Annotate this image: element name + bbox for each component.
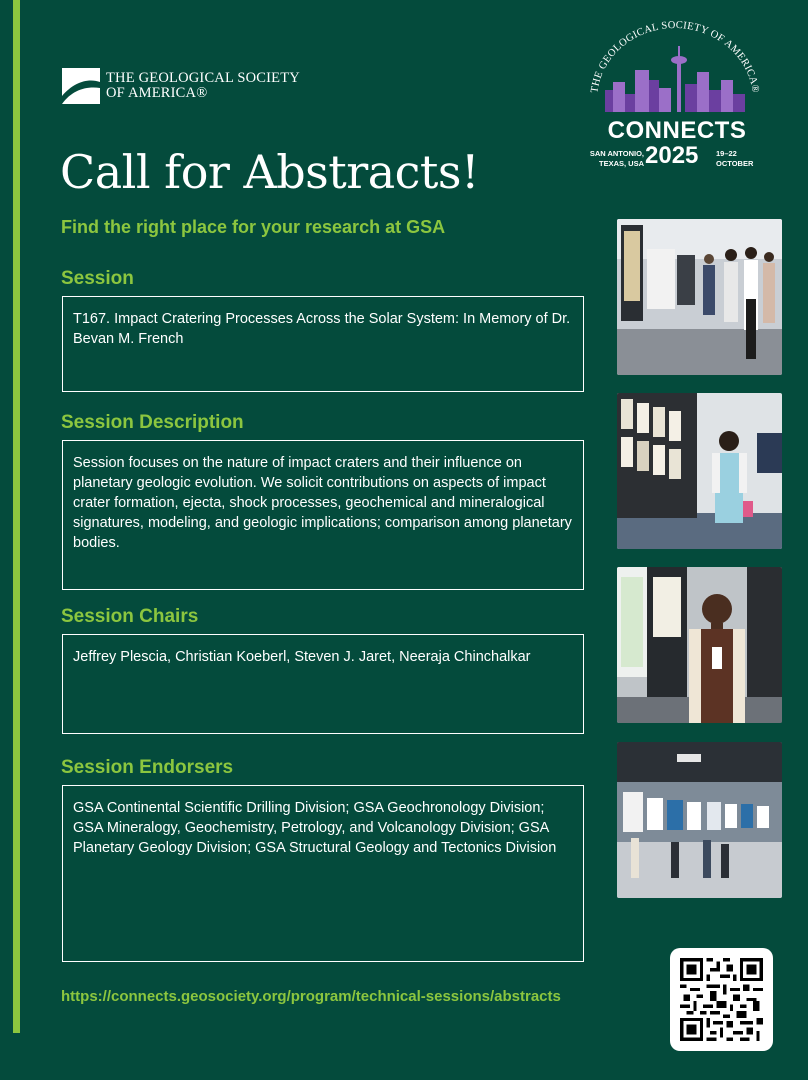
subtitle: Find the right place for your research at GSA <box>61 217 446 237</box>
connects-dates <box>716 149 753 169</box>
session-box <box>62 296 584 392</box>
connects-city <box>584 149 644 169</box>
skyline-icon <box>605 46 745 112</box>
session-description-text: Session focuses on the nature of impact craters and their influence on planetary geologic evolution. We solicit contributions on aspects of impact crater formation, ejecta, shock processes, geochemical and mineralogical signatures, modeling, and geologic implications; comparison among planetary bodies. <box>73 455 572 551</box>
presenter-portrait-photo <box>617 567 782 723</box>
abstracts-url-link[interactable]: https://connects.geosociety.org/program/technical-sessions/abstracts <box>61 988 561 1005</box>
gsa-logo <box>60 66 300 106</box>
section-label-chairs: Session Chairs <box>61 606 199 627</box>
qr-code-icon <box>680 958 763 1041</box>
section-label-description: Session Description <box>61 412 244 433</box>
gsa-mark-icon <box>60 66 102 106</box>
attendee-viewing-posters-photo <box>617 393 782 549</box>
section-label-session: Session <box>61 268 134 289</box>
session-chairs-box <box>62 634 584 734</box>
exhibit-hall-photo <box>617 742 782 898</box>
organization-name <box>106 71 300 101</box>
connects-city-line1: SAN ANTONIO, <box>589 149 644 158</box>
session-endorsers-box <box>62 785 584 962</box>
connects-dates-line2: OCTOBER <box>716 159 754 168</box>
session-description-box <box>62 440 584 590</box>
organization-name-line2: OF AMERICA® <box>106 85 208 101</box>
connects-wordmark: CONNECTS <box>607 117 747 144</box>
page-title: Call for Abstracts! <box>60 145 480 199</box>
session-endorsers-text: GSA Continental Scientific Drilling Division; GSA Geochronology Division; GSA Mineralogy, Geochemistry, Petrology, and Volcanology Division; GSA Planetary Geology Division; GSA Structural Geology and Tectonics Division <box>73 800 557 856</box>
organization-name-line1: THE GEOLOGICAL SOCIETY <box>106 70 300 86</box>
connects-dates-line1: 19–22 <box>716 149 737 158</box>
connects-year: 2025 <box>645 142 699 169</box>
session-chairs-text: Jeffrey Plescia, Christian Koeberl, Steven J. Jaret, Neeraja Chinchalkar <box>73 649 531 665</box>
connects-arc-text: THE GEOLOGICAL SOCIETY OF AMERICA® <box>589 20 761 94</box>
poster-session-crowd-photo <box>617 219 782 375</box>
connects-city-line2: TEXAS, USA <box>598 159 644 168</box>
accent-bar <box>13 0 20 1033</box>
section-label-endorsers: Session Endorsers <box>61 757 234 778</box>
session-text: T167. Impact Cratering Processes Across the Solar System: In Memory of Dr. Bevan M. French <box>73 311 571 347</box>
qr-code[interactable] <box>670 948 773 1051</box>
